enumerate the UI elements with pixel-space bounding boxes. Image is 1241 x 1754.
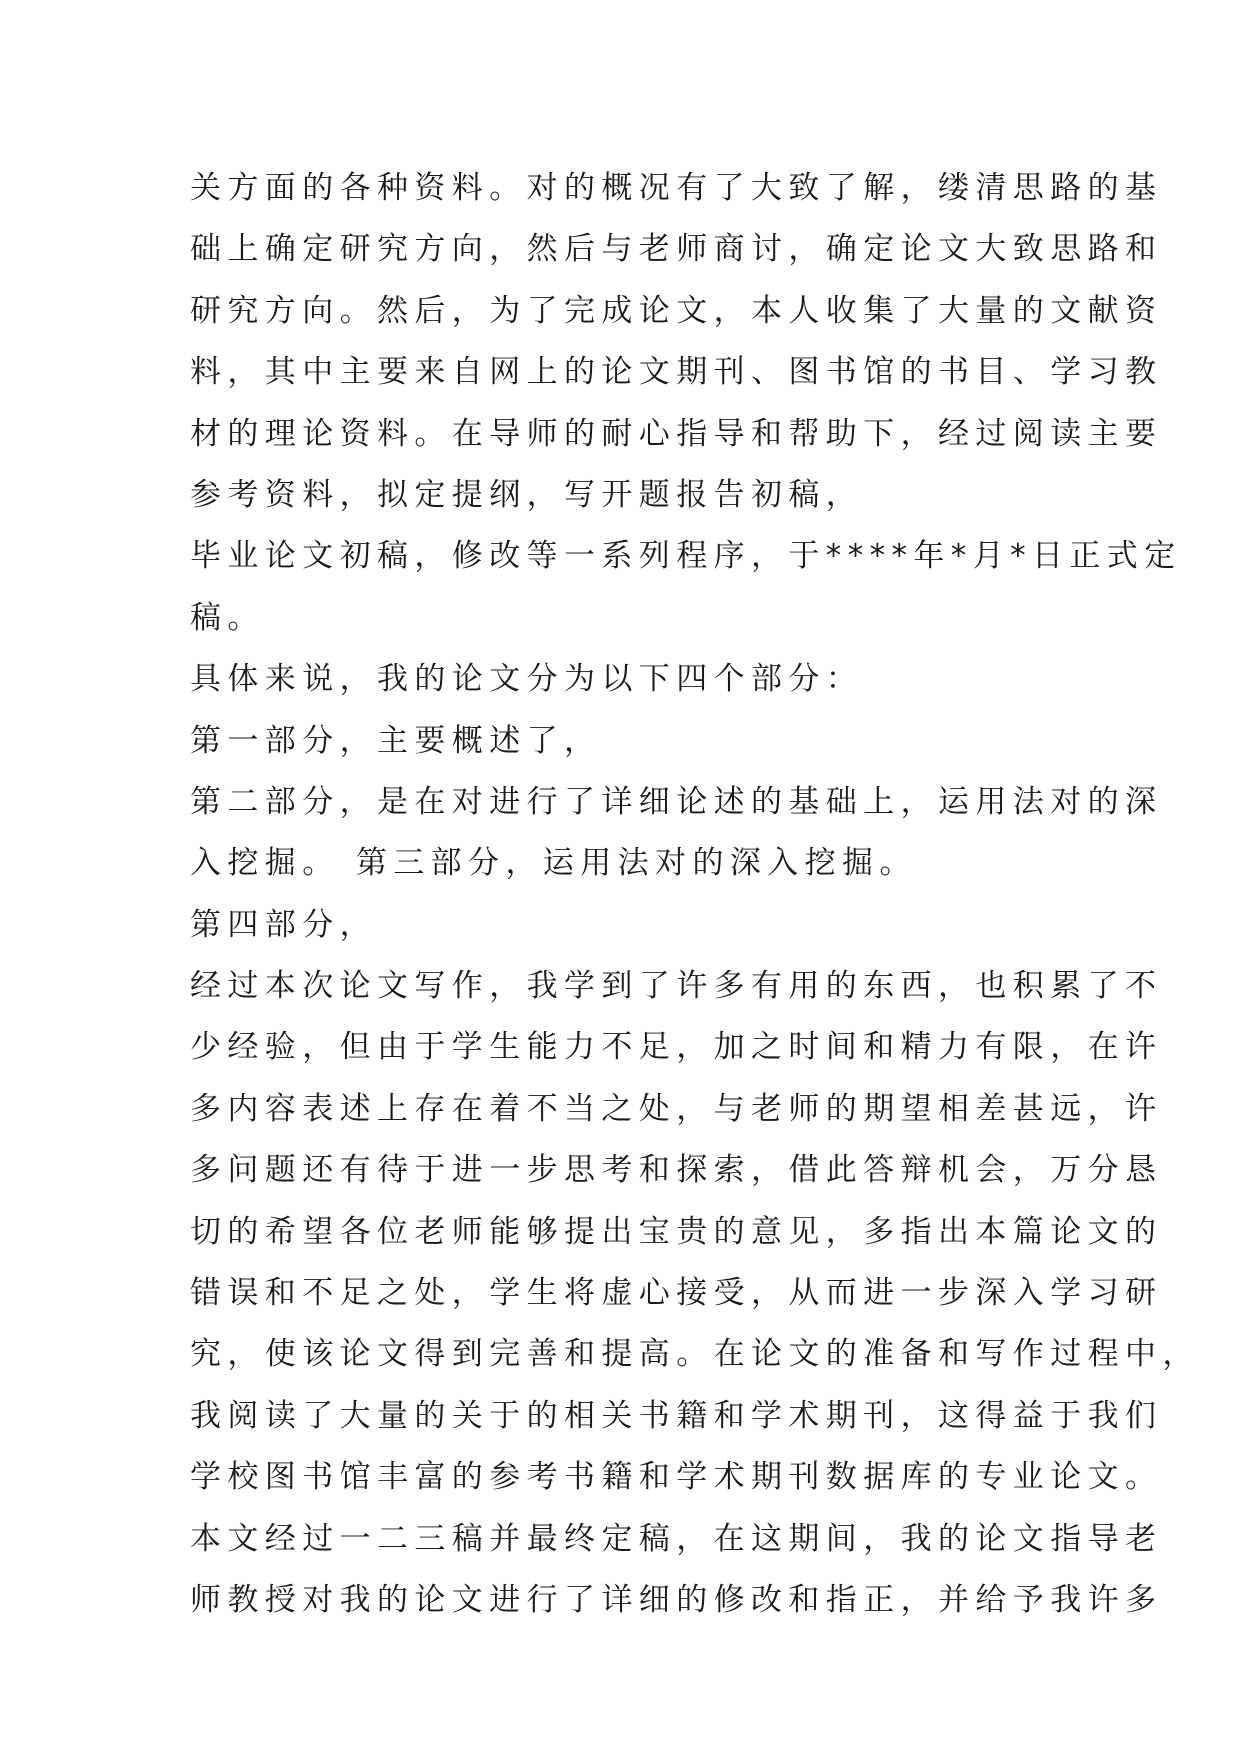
text-line: 研究方向。然后，为了完成论文，本人收集了大量的文献资 <box>190 292 1163 329</box>
text-line: 稿。 <box>190 599 265 636</box>
text-line: 多内容表述上存在着不当之处，与老师的期望相差甚远，许 <box>190 1090 1163 1127</box>
text-line: 具体来说，我的论文分为以下四个部分： <box>190 661 864 698</box>
text-line: 料，其中主要来自网上的论文期刊、图书馆的书目、学习教 <box>190 354 1163 391</box>
text-line: 经过本次论文写作，我学到了许多有用的东西，也积累了不 <box>190 968 1163 1005</box>
text-line: 础上确定研究方向，然后与老师商讨，确定论文大致思路和 <box>190 231 1163 268</box>
text-line: 第二部分，是在对进行了详细论述的基础上，运用法对的深 <box>190 783 1163 820</box>
text-line: 师教授对我的论文进行了详细的修改和指正，并给予我许多 <box>190 1581 1163 1618</box>
text-line: 材的理论资料。在导师的耐心指导和帮助下，经过阅读主要 <box>190 415 1163 452</box>
text-line: 参考资料，拟定提纲，写开题报告初稿， <box>190 476 864 513</box>
text-line: 多问题还有待于进一步思考和探索，借此答辩机会，万分恳 <box>190 1152 1163 1189</box>
body-text <box>190 158 1200 1631</box>
text-line: 毕业论文初稿，修改等一系列程序，于****年*月*日正式定 <box>190 538 1182 575</box>
text-line: 关方面的各种资料。对的概况有了大致了解，缕清思路的基 <box>190 170 1163 206</box>
text-line: 错误和不足之处，学生将虚心接受，从而进一步深入学习研 <box>190 1275 1163 1312</box>
text-line: 我阅读了大量的关于的相关书籍和学术期刊，这得益于我们 <box>190 1397 1163 1434</box>
text-line: 第一部分，主要概述了， <box>190 722 602 759</box>
text-line: 学校图书馆丰富的参考书籍和学术期刊数据库的专业论文。 <box>190 1459 1163 1496</box>
text-line: 入挖掘。 第三部分，运用法对的深入挖掘。 <box>190 845 917 882</box>
text-line: 究，使该论文得到完善和提高。在论文的准备和写作过程中， <box>190 1336 1200 1373</box>
text-line: 本文经过一二三稿并最终定稿，在这期间，我的论文指导老 <box>190 1520 1163 1557</box>
text-line: 切的希望各位老师能够提出宝贵的意见，多指出本篇论文的 <box>190 1213 1163 1250</box>
text-line: 第四部分， <box>190 906 377 943</box>
text-line: 少经验，但由于学生能力不足，加之时间和精力有限，在许 <box>190 1029 1163 1066</box>
